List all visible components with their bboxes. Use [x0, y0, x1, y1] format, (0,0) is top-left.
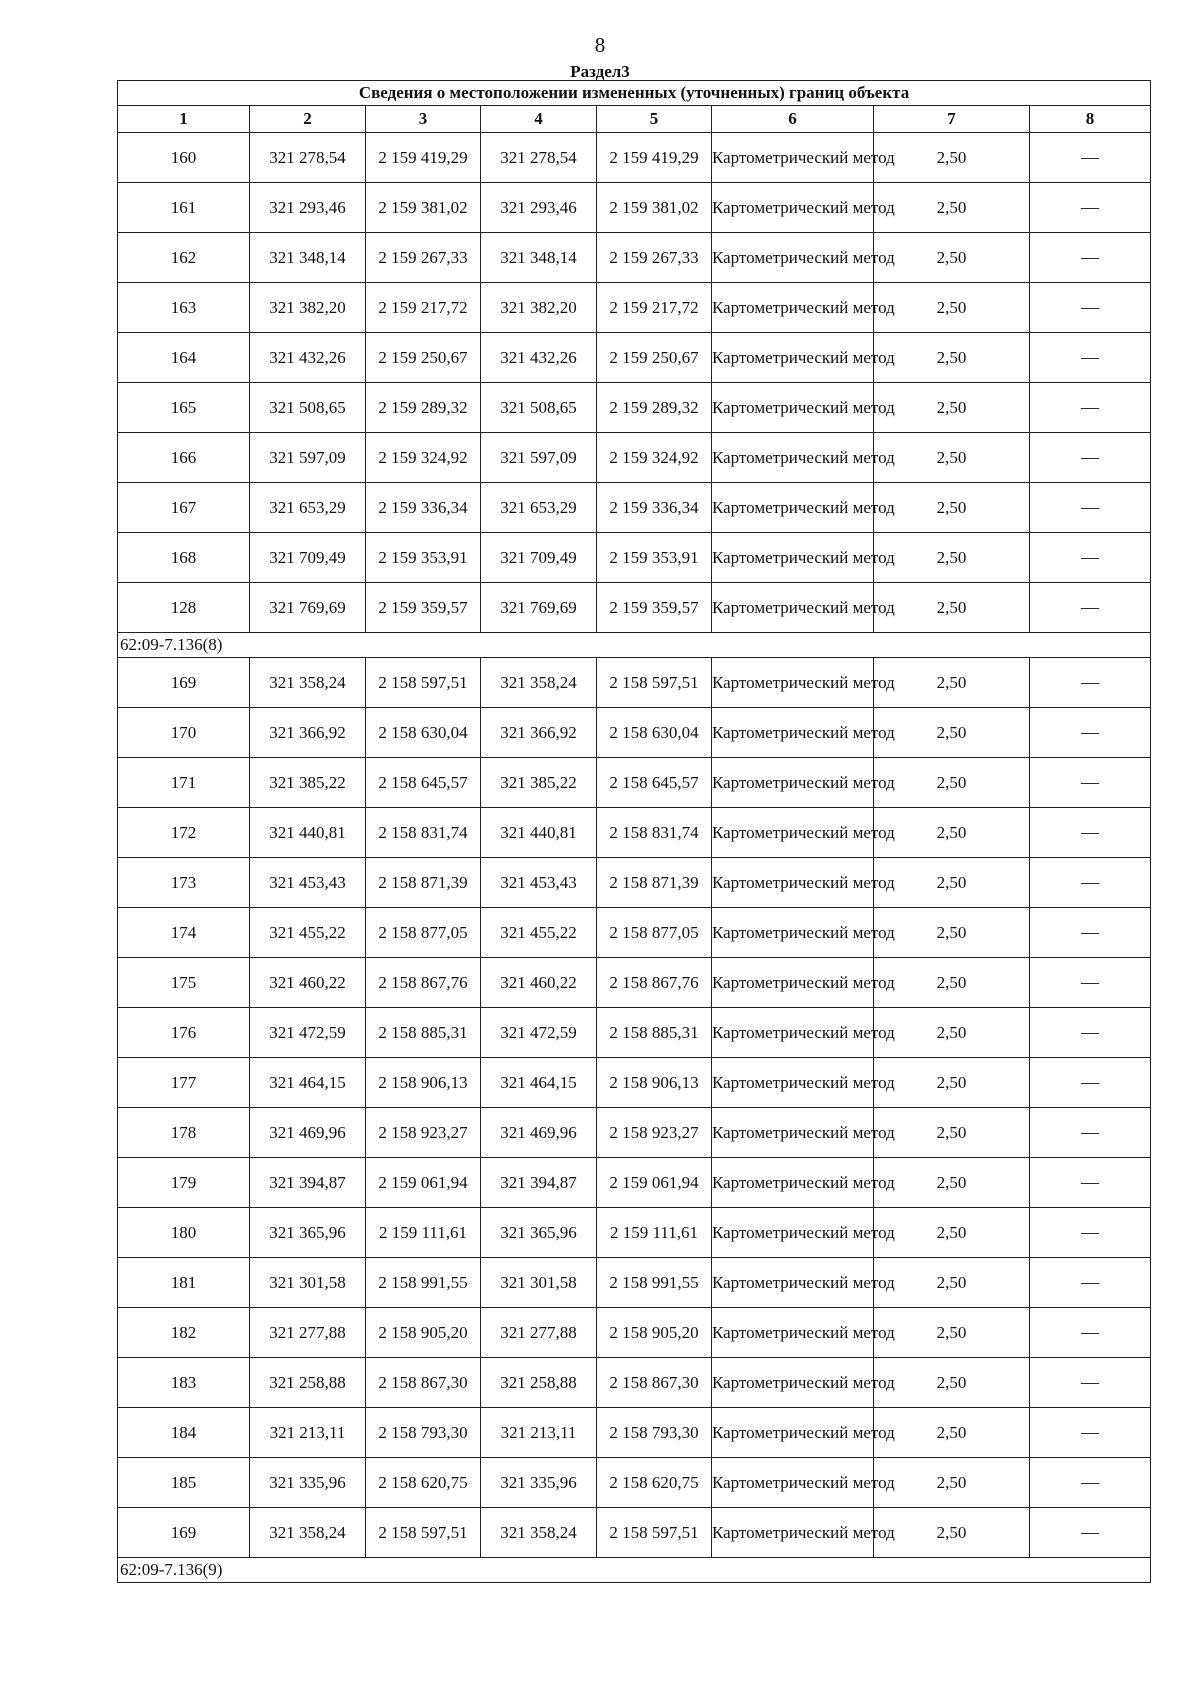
y-new-cell: 2 158 923,27 [597, 1108, 712, 1158]
point-number-cell: 161 [118, 183, 250, 233]
x-old-cell: 321 382,20 [250, 283, 366, 333]
y-new-cell: 2 158 645,57 [597, 758, 712, 808]
x-old-cell: 321 508,65 [250, 383, 366, 433]
table-row [118, 1108, 1151, 1158]
y-old-cell: 2 158 630,04 [366, 708, 481, 758]
y-old-cell: 2 158 645,57 [366, 758, 481, 808]
point-number-cell: 182 [118, 1308, 250, 1358]
table-row [118, 958, 1151, 1008]
y-old-cell: 2 159 359,57 [366, 583, 481, 633]
precision-cell: 2,50 [874, 1158, 1030, 1208]
precision-cell: 2,50 [874, 1108, 1030, 1158]
method-cell: Картометрический метод [712, 808, 874, 858]
table-row [118, 1208, 1151, 1258]
x-new-cell: 321 348,14 [481, 233, 597, 283]
x-old-cell: 321 460,22 [250, 958, 366, 1008]
point-number-cell: 164 [118, 333, 250, 383]
column-header-3: 3 [366, 106, 481, 133]
column-header-8: 8 [1030, 106, 1151, 133]
x-old-cell: 321 358,24 [250, 1508, 366, 1558]
x-new-cell: 321 709,49 [481, 533, 597, 583]
precision-cell: 2,50 [874, 333, 1030, 383]
table-row [118, 1308, 1151, 1358]
x-new-cell: 321 385,22 [481, 758, 597, 808]
y-new-cell: 2 159 267,33 [597, 233, 712, 283]
x-new-cell: 321 597,09 [481, 433, 597, 483]
description-cell: — [1030, 333, 1151, 383]
table-row [118, 383, 1151, 433]
x-new-cell: 321 213,11 [481, 1408, 597, 1458]
table-caption: Сведения о местоположении измененных (уточненных) границ объекта [118, 81, 1151, 106]
y-old-cell: 2 158 905,20 [366, 1308, 481, 1358]
group-label: 62:09-7.136(8) [118, 633, 1151, 658]
method-cell: Картометрический метод [712, 133, 874, 183]
y-old-cell: 2 158 793,30 [366, 1408, 481, 1458]
method-cell: Картометрический метод [712, 383, 874, 433]
x-old-cell: 321 348,14 [250, 233, 366, 283]
table-row [118, 658, 1151, 708]
y-old-cell: 2 159 217,72 [366, 283, 481, 333]
table-row [118, 1408, 1151, 1458]
x-new-cell: 321 278,54 [481, 133, 597, 183]
table-row [118, 858, 1151, 908]
x-new-cell: 321 382,20 [481, 283, 597, 333]
x-new-cell: 321 460,22 [481, 958, 597, 1008]
x-old-cell: 321 335,96 [250, 1458, 366, 1508]
method-cell: Картометрический метод [712, 1458, 874, 1508]
point-number-cell: 183 [118, 1358, 250, 1408]
x-old-cell: 321 213,11 [250, 1408, 366, 1458]
x-new-cell: 321 440,81 [481, 808, 597, 858]
point-number-cell: 169 [118, 658, 250, 708]
x-new-cell: 321 365,96 [481, 1208, 597, 1258]
precision-cell: 2,50 [874, 858, 1030, 908]
method-cell: Картометрический метод [712, 708, 874, 758]
y-new-cell: 2 158 597,51 [597, 1508, 712, 1558]
y-old-cell: 2 158 885,31 [366, 1008, 481, 1058]
y-new-cell: 2 159 381,02 [597, 183, 712, 233]
x-new-cell: 321 653,29 [481, 483, 597, 533]
x-old-cell: 321 453,43 [250, 858, 366, 908]
table-row [118, 1358, 1151, 1408]
x-new-cell: 321 277,88 [481, 1308, 597, 1358]
precision-cell: 2,50 [874, 1408, 1030, 1458]
method-cell: Картометрический метод [712, 483, 874, 533]
y-old-cell: 2 159 419,29 [366, 133, 481, 183]
page-number: 8 [594, 33, 606, 57]
y-old-cell: 2 158 906,13 [366, 1058, 481, 1108]
description-cell: — [1030, 708, 1151, 758]
description-cell: — [1030, 1208, 1151, 1258]
precision-cell: 2,50 [874, 1058, 1030, 1108]
method-cell: Картометрический метод [712, 958, 874, 1008]
description-cell: — [1030, 283, 1151, 333]
y-old-cell: 2 158 597,51 [366, 1508, 481, 1558]
method-cell: Картометрический метод [712, 533, 874, 583]
y-new-cell: 2 158 885,31 [597, 1008, 712, 1058]
y-new-cell: 2 159 324,92 [597, 433, 712, 483]
description-cell: — [1030, 958, 1151, 1008]
y-new-cell: 2 158 630,04 [597, 708, 712, 758]
table-row [118, 133, 1151, 183]
precision-cell: 2,50 [874, 583, 1030, 633]
table-row [118, 808, 1151, 858]
table-row [118, 708, 1151, 758]
y-old-cell: 2 158 597,51 [366, 658, 481, 708]
x-new-cell: 321 455,22 [481, 908, 597, 958]
y-old-cell: 2 158 923,27 [366, 1108, 481, 1158]
method-cell: Картометрический метод [712, 1108, 874, 1158]
group-row [118, 1558, 1151, 1583]
y-new-cell: 2 159 289,32 [597, 383, 712, 433]
x-old-cell: 321 469,96 [250, 1108, 366, 1158]
x-old-cell: 321 455,22 [250, 908, 366, 958]
method-cell: Картометрический метод [712, 858, 874, 908]
y-new-cell: 2 158 867,30 [597, 1358, 712, 1408]
x-old-cell: 321 278,54 [250, 133, 366, 183]
x-old-cell: 321 653,29 [250, 483, 366, 533]
y-old-cell: 2 159 289,32 [366, 383, 481, 433]
y-new-cell: 2 159 353,91 [597, 533, 712, 583]
method-cell: Картометрический метод [712, 1308, 874, 1358]
precision-cell: 2,50 [874, 958, 1030, 1008]
precision-cell: 2,50 [874, 1458, 1030, 1508]
method-cell: Картометрический метод [712, 658, 874, 708]
precision-cell: 2,50 [874, 233, 1030, 283]
group-row [118, 633, 1151, 658]
method-cell: Картометрический метод [712, 1358, 874, 1408]
table-row [118, 483, 1151, 533]
description-cell: — [1030, 183, 1151, 233]
x-new-cell: 321 358,24 [481, 658, 597, 708]
column-header-row [118, 106, 1151, 133]
method-cell: Картометрический метод [712, 1258, 874, 1308]
point-number-cell: 178 [118, 1108, 250, 1158]
point-number-cell: 162 [118, 233, 250, 283]
x-old-cell: 321 464,15 [250, 1058, 366, 1108]
y-new-cell: 2 159 336,34 [597, 483, 712, 533]
y-old-cell: 2 158 831,74 [366, 808, 481, 858]
table-row [118, 1158, 1151, 1208]
x-old-cell: 321 258,88 [250, 1358, 366, 1408]
point-number-cell: 170 [118, 708, 250, 758]
column-header-1: 1 [118, 106, 250, 133]
table-row [118, 583, 1151, 633]
table-row [118, 1258, 1151, 1308]
column-header-2: 2 [250, 106, 366, 133]
y-new-cell: 2 159 061,94 [597, 1158, 712, 1208]
x-old-cell: 321 277,88 [250, 1308, 366, 1358]
precision-cell: 2,50 [874, 1008, 1030, 1058]
precision-cell: 2,50 [874, 533, 1030, 583]
x-old-cell: 321 709,49 [250, 533, 366, 583]
x-old-cell: 321 472,59 [250, 1008, 366, 1058]
description-cell: — [1030, 1358, 1151, 1408]
x-old-cell: 321 597,09 [250, 433, 366, 483]
description-cell: — [1030, 1158, 1151, 1208]
method-cell: Картометрический метод [712, 233, 874, 283]
y-old-cell: 2 159 353,91 [366, 533, 481, 583]
description-cell: — [1030, 433, 1151, 483]
y-new-cell: 2 158 793,30 [597, 1408, 712, 1458]
x-old-cell: 321 366,92 [250, 708, 366, 758]
y-new-cell: 2 158 905,20 [597, 1308, 712, 1358]
method-cell: Картометрический метод [712, 1008, 874, 1058]
method-cell: Картометрический метод [712, 1408, 874, 1458]
precision-cell: 2,50 [874, 1258, 1030, 1308]
description-cell: — [1030, 533, 1151, 583]
y-new-cell: 2 158 871,39 [597, 858, 712, 908]
description-cell: — [1030, 658, 1151, 708]
x-new-cell: 321 464,15 [481, 1058, 597, 1108]
precision-cell: 2,50 [874, 1358, 1030, 1408]
method-cell: Картометрический метод [712, 183, 874, 233]
description-cell: — [1030, 383, 1151, 433]
point-number-cell: 180 [118, 1208, 250, 1258]
precision-cell: 2,50 [874, 433, 1030, 483]
y-new-cell: 2 159 419,29 [597, 133, 712, 183]
x-new-cell: 321 769,69 [481, 583, 597, 633]
y-new-cell: 2 159 217,72 [597, 283, 712, 333]
table-row [118, 333, 1151, 383]
description-cell: — [1030, 908, 1151, 958]
table-row [118, 1508, 1151, 1558]
y-new-cell: 2 158 906,13 [597, 1058, 712, 1108]
table-row [118, 433, 1151, 483]
y-old-cell: 2 159 381,02 [366, 183, 481, 233]
description-cell: — [1030, 1258, 1151, 1308]
x-new-cell: 321 469,96 [481, 1108, 597, 1158]
column-header-7: 7 [874, 106, 1030, 133]
description-cell: — [1030, 1458, 1151, 1508]
description-cell: — [1030, 483, 1151, 533]
x-new-cell: 321 394,87 [481, 1158, 597, 1208]
precision-cell: 2,50 [874, 758, 1030, 808]
point-number-cell: 184 [118, 1408, 250, 1458]
x-old-cell: 321 432,26 [250, 333, 366, 383]
description-cell: — [1030, 808, 1151, 858]
section-title: Раздел3 [570, 62, 630, 81]
method-cell: Картометрический метод [712, 908, 874, 958]
x-new-cell: 321 366,92 [481, 708, 597, 758]
y-old-cell: 2 159 250,67 [366, 333, 481, 383]
y-new-cell: 2 158 877,05 [597, 908, 712, 958]
x-new-cell: 321 453,43 [481, 858, 597, 908]
table-row [118, 758, 1151, 808]
description-cell: — [1030, 133, 1151, 183]
y-old-cell: 2 158 871,39 [366, 858, 481, 908]
y-new-cell: 2 159 111,61 [597, 1208, 712, 1258]
table-body [118, 133, 1151, 1583]
precision-cell: 2,50 [874, 908, 1030, 958]
x-old-cell: 321 301,58 [250, 1258, 366, 1308]
precision-cell: 2,50 [874, 483, 1030, 533]
description-cell: — [1030, 1008, 1151, 1058]
description-cell: — [1030, 1058, 1151, 1108]
x-old-cell: 321 365,96 [250, 1208, 366, 1258]
table-row [118, 1458, 1151, 1508]
point-number-cell: 174 [118, 908, 250, 958]
x-old-cell: 321 394,87 [250, 1158, 366, 1208]
table-row [118, 908, 1151, 958]
y-old-cell: 2 158 991,55 [366, 1258, 481, 1308]
y-new-cell: 2 158 597,51 [597, 658, 712, 708]
method-cell: Картометрический метод [712, 283, 874, 333]
description-cell: — [1030, 1508, 1151, 1558]
y-old-cell: 2 159 267,33 [366, 233, 481, 283]
group-label: 62:09-7.136(9) [118, 1558, 1151, 1583]
boundary-coordinates-table [117, 80, 1151, 1583]
precision-cell: 2,50 [874, 708, 1030, 758]
point-number-cell: 163 [118, 283, 250, 333]
point-number-cell: 175 [118, 958, 250, 1008]
x-old-cell: 321 769,69 [250, 583, 366, 633]
precision-cell: 2,50 [874, 283, 1030, 333]
precision-cell: 2,50 [874, 1508, 1030, 1558]
x-new-cell: 321 358,24 [481, 1508, 597, 1558]
precision-cell: 2,50 [874, 1208, 1030, 1258]
table-row [118, 533, 1151, 583]
method-cell: Картометрический метод [712, 583, 874, 633]
y-new-cell: 2 158 620,75 [597, 1458, 712, 1508]
x-new-cell: 321 432,26 [481, 333, 597, 383]
description-cell: — [1030, 758, 1151, 808]
y-old-cell: 2 158 620,75 [366, 1458, 481, 1508]
y-new-cell: 2 158 831,74 [597, 808, 712, 858]
column-header-6: 6 [712, 106, 874, 133]
y-old-cell: 2 158 867,30 [366, 1358, 481, 1408]
method-cell: Картометрический метод [712, 758, 874, 808]
precision-cell: 2,50 [874, 808, 1030, 858]
x-old-cell: 321 358,24 [250, 658, 366, 708]
point-number-cell: 165 [118, 383, 250, 433]
table-row [118, 183, 1151, 233]
x-old-cell: 321 385,22 [250, 758, 366, 808]
table-row [118, 1058, 1151, 1108]
x-new-cell: 321 508,65 [481, 383, 597, 433]
column-header-4: 4 [481, 106, 597, 133]
point-number-cell: 173 [118, 858, 250, 908]
x-old-cell: 321 440,81 [250, 808, 366, 858]
table-caption-row [118, 81, 1151, 106]
description-cell: — [1030, 1108, 1151, 1158]
point-number-cell: 179 [118, 1158, 250, 1208]
precision-cell: 2,50 [874, 658, 1030, 708]
column-header-5: 5 [597, 106, 712, 133]
point-number-cell: 185 [118, 1458, 250, 1508]
method-cell: Картометрический метод [712, 433, 874, 483]
x-old-cell: 321 293,46 [250, 183, 366, 233]
point-number-cell: 181 [118, 1258, 250, 1308]
description-cell: — [1030, 233, 1151, 283]
method-cell: Картометрический метод [712, 1208, 874, 1258]
table-row [118, 283, 1151, 333]
description-cell: — [1030, 858, 1151, 908]
table-row [118, 233, 1151, 283]
method-cell: Картометрический метод [712, 1158, 874, 1208]
precision-cell: 2,50 [874, 133, 1030, 183]
x-new-cell: 321 301,58 [481, 1258, 597, 1308]
y-new-cell: 2 159 359,57 [597, 583, 712, 633]
point-number-cell: 167 [118, 483, 250, 533]
x-new-cell: 321 293,46 [481, 183, 597, 233]
description-cell: — [1030, 583, 1151, 633]
x-new-cell: 321 335,96 [481, 1458, 597, 1508]
y-old-cell: 2 159 111,61 [366, 1208, 481, 1258]
description-cell: — [1030, 1308, 1151, 1358]
y-old-cell: 2 158 867,76 [366, 958, 481, 1008]
method-cell: Картометрический метод [712, 333, 874, 383]
precision-cell: 2,50 [874, 383, 1030, 433]
y-old-cell: 2 159 061,94 [366, 1158, 481, 1208]
point-number-cell: 168 [118, 533, 250, 583]
point-number-cell: 169 [118, 1508, 250, 1558]
method-cell: Картометрический метод [712, 1508, 874, 1558]
y-old-cell: 2 159 336,34 [366, 483, 481, 533]
point-number-cell: 172 [118, 808, 250, 858]
point-number-cell: 177 [118, 1058, 250, 1108]
y-new-cell: 2 158 867,76 [597, 958, 712, 1008]
x-new-cell: 321 472,59 [481, 1008, 597, 1058]
method-cell: Картометрический метод [712, 1058, 874, 1108]
point-number-cell: 171 [118, 758, 250, 808]
y-old-cell: 2 159 324,92 [366, 433, 481, 483]
table-row [118, 1008, 1151, 1058]
y-new-cell: 2 159 250,67 [597, 333, 712, 383]
precision-cell: 2,50 [874, 183, 1030, 233]
y-old-cell: 2 158 877,05 [366, 908, 481, 958]
description-cell: — [1030, 1408, 1151, 1458]
precision-cell: 2,50 [874, 1308, 1030, 1358]
y-new-cell: 2 158 991,55 [597, 1258, 712, 1308]
x-new-cell: 321 258,88 [481, 1358, 597, 1408]
point-number-cell: 128 [118, 583, 250, 633]
point-number-cell: 160 [118, 133, 250, 183]
point-number-cell: 176 [118, 1008, 250, 1058]
point-number-cell: 166 [118, 433, 250, 483]
